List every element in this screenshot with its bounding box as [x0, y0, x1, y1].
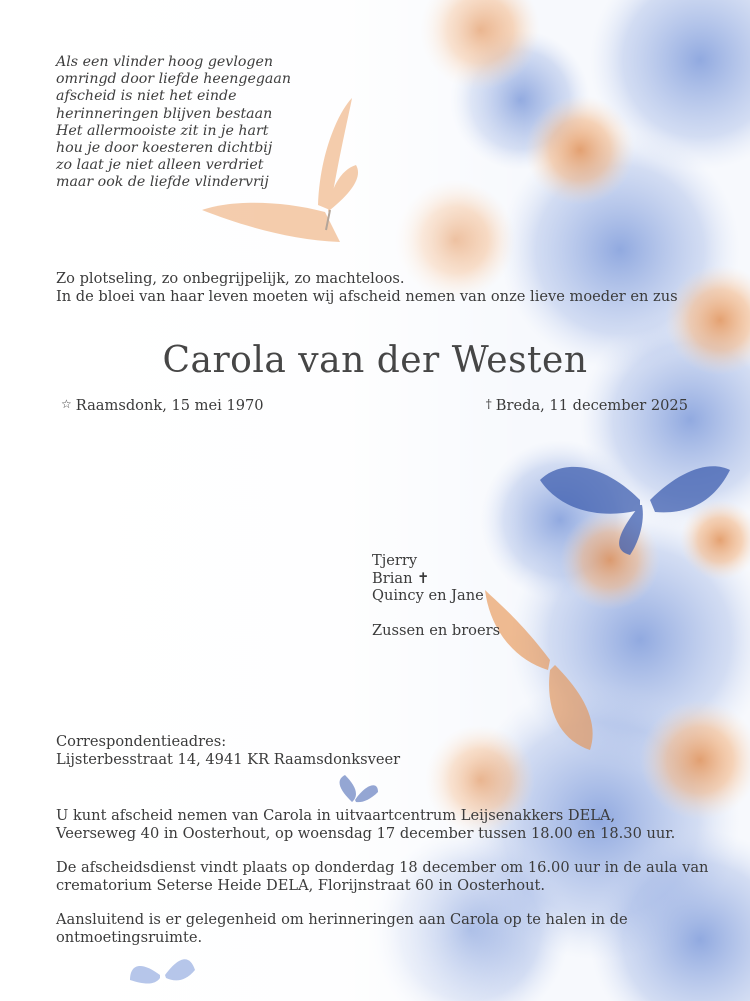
poem-line: afscheid is niet het einde	[56, 88, 237, 105]
family-member: Quincy en Jane	[372, 587, 484, 604]
death-info	[486, 397, 688, 414]
service-paragraph	[56, 859, 716, 894]
siblings-line: Zussen en broers	[372, 621, 501, 639]
poem-line: hou je door koesteren dichtbij	[56, 140, 273, 157]
poem-line: omringd door liefde heengegaan	[56, 71, 291, 88]
poem-line: Het allermooiste zit in je hart	[56, 122, 269, 139]
poem-line: Als een vlinder hoog gevlogen	[56, 54, 274, 70]
star-icon: ☆	[61, 397, 72, 411]
after-paragraph	[56, 911, 716, 946]
intro-text	[56, 270, 678, 305]
poem	[56, 54, 291, 192]
correspondence-address	[56, 733, 400, 768]
poem-line: zo laat je niet alleen verdriet	[56, 157, 264, 174]
correspondence-label: Correspondentieadres:	[56, 733, 227, 750]
family-list	[372, 552, 500, 639]
funeral-info	[56, 807, 716, 963]
death-text: Breda, 11 december 2025	[495, 397, 688, 414]
correspondence-address-line: Lijsterbesstraat 14, 4941 KR Raamsdonksveer	[56, 750, 401, 768]
family-member: Brian ✝	[372, 569, 430, 587]
after-line: Aansluitend is er gelegenheid om herinneringen aan Carola op te halen in de	[56, 911, 628, 928]
intro-line: Zo plotseling, zo onbegrijpelijk, zo machteloos.	[56, 270, 405, 287]
intro-line: In de bloei van haar leven moeten wij afscheid nemen van onze lieve moeder en zus	[56, 287, 678, 305]
poem-line: herinneringen blijven bestaan	[56, 105, 273, 122]
cross-icon: †	[485, 397, 492, 411]
family-member: Tjerry	[372, 552, 418, 569]
visit-paragraph	[56, 807, 716, 842]
deceased-name: Carola van der Westen	[162, 340, 588, 381]
birth-text: Raamsdonk, 15 mei 1970	[75, 397, 264, 414]
service-line: De afscheidsdienst vindt plaats op donderdag 18 december om 16.00 uur in de aula van	[56, 859, 709, 876]
birth-info	[61, 397, 264, 414]
visit-line: U kunt afscheid nemen van Carola in uitvaartcentrum Leijsenakkers DELA,	[56, 807, 616, 824]
visit-line: Veerseweg 40 in Oosterhout, op woensdag 17 december tussen 18.00 en 18.30 uur.	[56, 824, 676, 842]
service-line: crematorium Seterse Heide DELA, Florijnstraat 60 in Oosterhout.	[56, 876, 545, 894]
after-line: ontmoetingsruimte.	[56, 928, 203, 946]
poem-line: maar ook de liefde vlindervrij	[56, 174, 269, 191]
